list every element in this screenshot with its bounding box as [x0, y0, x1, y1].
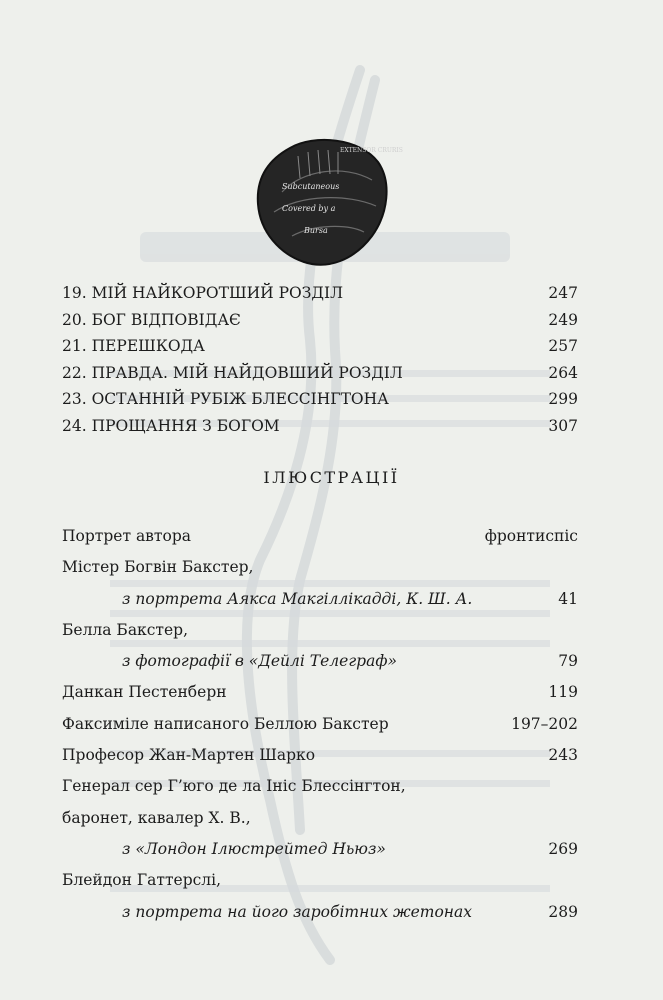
illustration-text: Факсиміле написаного Беллою Бакстер: [62, 714, 389, 733]
illustration-entry[interactable]: [62, 521, 578, 552]
illustration-text: з «Лондон Ілюстрейтед Ньюз»: [122, 839, 386, 858]
emblem-label-2: Covered by a: [282, 204, 336, 213]
illustration-page: 243: [548, 746, 578, 765]
illustration-entry[interactable]: [62, 865, 578, 896]
toc-entry-title: 20. БОГ ВІДПОВІДАЄ: [62, 310, 241, 329]
illustration-entry[interactable]: [62, 834, 578, 865]
toc-entry-page: 257: [548, 337, 578, 355]
illustration-page: 41: [558, 589, 578, 608]
illustration-entry[interactable]: [62, 552, 578, 583]
illustration-entry[interactable]: [62, 803, 578, 834]
toc-entry-page: 307: [548, 416, 578, 435]
toc-entry-title: 24. ПРОЩАННЯ З БОГОМ: [62, 416, 280, 435]
illustration-text: Генерал сер Г’юго де ла Ініс Блессінгтон,: [62, 777, 406, 796]
illustration-entry[interactable]: [62, 646, 578, 677]
illustration-text: Професор Жан-Мартен Шарко: [62, 746, 316, 765]
illustration-text: Портрет автора: [62, 527, 191, 545]
toc-entry[interactable]: [62, 413, 578, 440]
illustration-entry[interactable]: [62, 897, 578, 928]
illustration-text: з фотографії в «Дейлі Телеграф»: [122, 652, 397, 671]
toc-entry-title: 19. МІЙ НАЙКОРОТШИЙ РОЗДІЛ: [62, 284, 344, 302]
illustrations-heading: ІЛЮСТРАЦІЇ: [263, 468, 400, 487]
illustration-text: Блейдон Гаттерслі,: [62, 871, 222, 890]
illustration-page: 79: [558, 652, 578, 671]
toc-entry-page: 264: [548, 363, 578, 382]
anatomical-bone-engraving-icon: [252, 132, 403, 272]
illustration-text: Данкан Пестенберн: [62, 683, 227, 702]
emblem-label-1: Subcutaneous: [282, 182, 340, 191]
illustrations-list: [62, 521, 578, 928]
emblem-label-3: Bursa: [304, 226, 328, 235]
toc-entry-title: 21. ПЕРЕШКОДА: [62, 337, 205, 355]
illustration-text: з портрета Аякса Макгіллікадді, К. Ш. А.: [122, 589, 473, 608]
toc-entry[interactable]: [62, 360, 578, 387]
illustration-entry[interactable]: [62, 615, 578, 646]
illustration-entry[interactable]: [62, 677, 578, 708]
illustration-page: 197–202: [511, 714, 578, 733]
illustration-text: баронет, кавалер Х. В.,: [62, 808, 251, 827]
emblem-rim-text: EXTENSOR CRURIS: [340, 147, 403, 154]
illustration-entry[interactable]: [62, 584, 578, 615]
illustration-page: 119: [548, 683, 578, 702]
toc-entry[interactable]: [62, 307, 578, 334]
toc-entry-page: 299: [548, 390, 578, 408]
toc-entry-title: 22. ПРАВДА. МІЙ НАЙДОВШИЙ РОЗДІЛ: [62, 363, 403, 382]
toc-entry[interactable]: [62, 333, 578, 360]
illustration-text: з портрета на його заробітних жетонах: [122, 902, 472, 921]
illustration-text: Містер Богвін Бакстер,: [62, 558, 254, 577]
illustration-page: 289: [548, 902, 578, 921]
illustration-entry[interactable]: [62, 740, 578, 771]
illustration-entry[interactable]: [62, 771, 578, 802]
illustration-page: 269: [548, 839, 578, 858]
illustration-entry[interactable]: [62, 709, 578, 740]
toc-entry-title: 23. ОСТАННІЙ РУБІЖ БЛЕССІНГТОНА: [62, 390, 389, 408]
illustration-page: фронтиспіс: [484, 527, 578, 545]
illustration-text: Белла Бакстер,: [62, 620, 189, 639]
toc-entry-page: 247: [548, 284, 578, 302]
toc-entry[interactable]: [62, 386, 578, 413]
toc-entry-page: 249: [548, 310, 578, 329]
table-of-contents: [62, 280, 578, 439]
toc-entry[interactable]: [62, 280, 578, 307]
